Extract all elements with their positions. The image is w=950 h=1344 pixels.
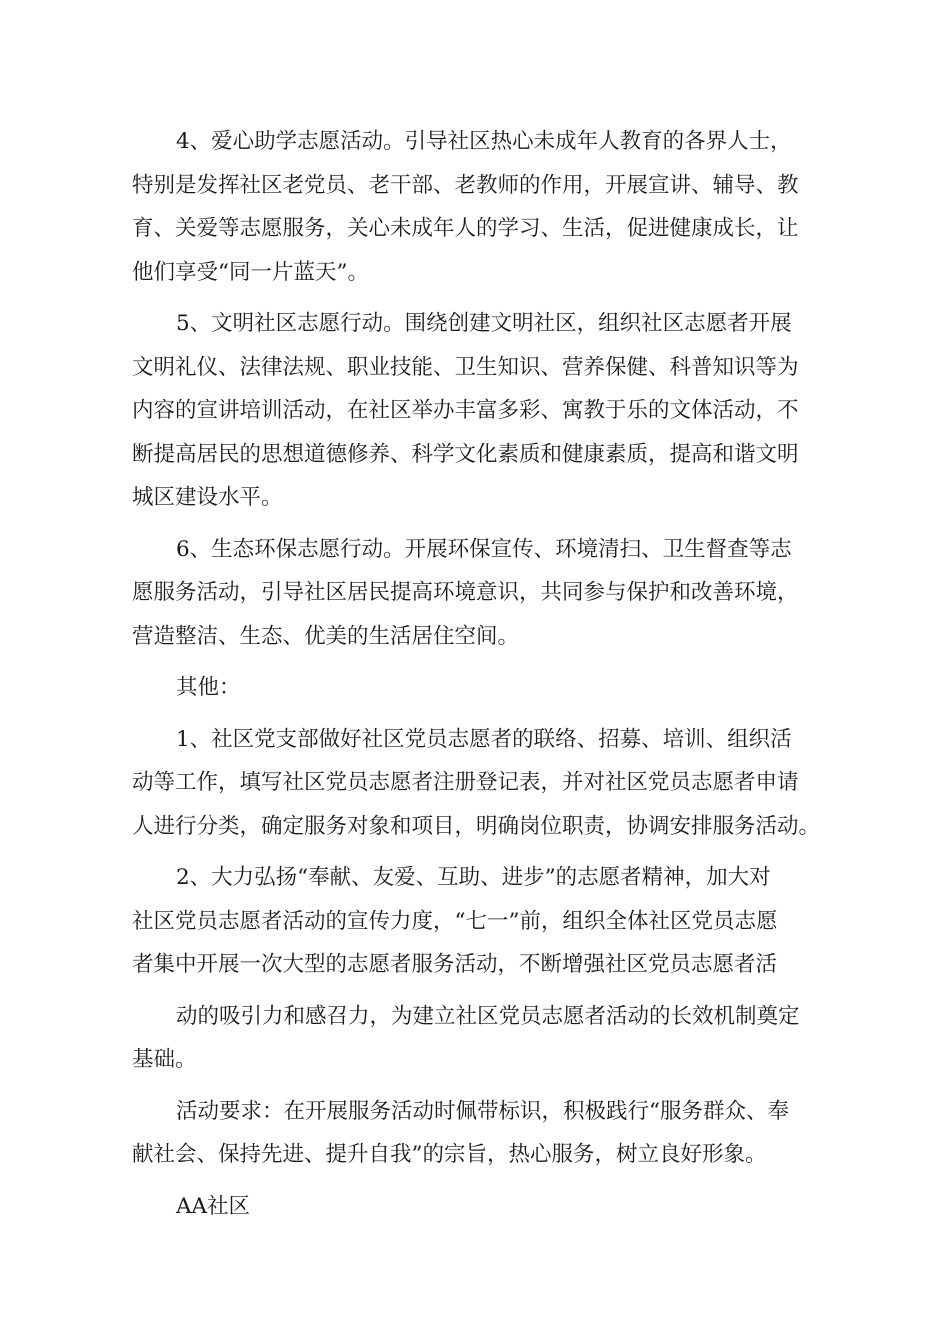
- paragraph-gap: [132, 1082, 832, 1090]
- text-line: 2、大力弘扬“奉献、友爱、互助、进步”的志愿者精神，加大对: [176, 865, 771, 890]
- text-line: 活动要求：在开展服务活动时佩带标识，积极践行“服务群众、奉: [176, 1098, 789, 1124]
- paragraph-other-heading: [132, 666, 832, 710]
- text-line: 人进行分类，确定服务对象和项目，明确岗位职责，协调安排服务活动。: [132, 813, 821, 839]
- paragraph-gap: [132, 710, 832, 718]
- text-line: 者集中开展一次大型的志愿者服务活动，不断增强社区党员志愿者活: [132, 952, 778, 977]
- paragraph-gap: [132, 848, 832, 856]
- paragraph-gap: [132, 987, 832, 995]
- paragraph-eco-protection: [132, 528, 832, 659]
- text-line: 内容的宣讲培训活动，在社区举办丰富多彩、寓教于乐的文体活动，不: [132, 398, 799, 423]
- text-line: 文明礼仪、法律法规、职业技能、卫生知识、营养保健、科普知识等为: [132, 354, 799, 380]
- paragraph-gap: [132, 520, 832, 528]
- signature-line: AA社区: [176, 1193, 251, 1219]
- text-line: 1、社区党支部做好社区党员志愿者的联络、招募、培训、组织活: [176, 726, 792, 752]
- text-line: 动等工作，填写社区党员志愿者注册登记表，并对社区党员志愿者申请: [132, 770, 799, 795]
- paragraph-requirements: [132, 1090, 832, 1177]
- document-body: [132, 120, 832, 1228]
- text-line: 特别是发挥社区老党员、老干部、老教师的作用，开展宣讲、辅导、教: [132, 172, 799, 198]
- text-line: 愿服务活动，引导社区居民提高环境意识，共同参与保护和改善环境，: [132, 580, 799, 605]
- paragraph-party-branch: [132, 718, 832, 849]
- text-line: 他们享受“同一片蓝天”。: [132, 259, 369, 285]
- text-line: 5、文明社区志愿行动。围绕创建文明社区，组织社区志愿者开展: [176, 311, 792, 336]
- text-line: 动的吸引力和感召力，为建立社区党员志愿者活动的长效机制奠定: [176, 1003, 800, 1029]
- text-line: 4、爱心助学志愿活动。引导社区热心未成年人教育的各界人士，: [176, 129, 792, 154]
- text-line: 基础。: [132, 1047, 197, 1072]
- text-line: 6、生态环保志愿行动。开展环保宣传、环境清扫、卫生督查等志: [176, 536, 792, 562]
- paragraph-long-term-mechanism: [132, 995, 832, 1082]
- text-line: 断提高居民的思想道德修养、科学文化素质和健康素质，提高和谐文明: [132, 441, 799, 467]
- text-line: 社区党员志愿者活动的宣传力度，“七一”前，组织全体社区党员志愿: [132, 908, 778, 934]
- text-line: 营造整洁、生态、优美的生活居住空间。: [132, 623, 520, 649]
- text-line: 育、关爱等志愿服务，关心未成年人的学习、生活，促进健康成长，让: [132, 216, 799, 241]
- section-heading: 其他：: [176, 675, 241, 700]
- paragraph-gap: [132, 294, 832, 302]
- paragraph-gap: [132, 658, 832, 666]
- text-line: 城区建设水平。: [132, 485, 283, 510]
- paragraph-signature: [132, 1185, 832, 1229]
- paragraph-volunteer-tutoring: [132, 120, 832, 294]
- paragraph-civilized-community: [132, 302, 832, 520]
- paragraph-gap: [132, 1177, 832, 1185]
- text-line: 献社会、保持先进、提升自我”的宗旨，热心服务，树立良好形象。: [132, 1142, 767, 1167]
- paragraph-volunteer-spirit: [132, 856, 832, 987]
